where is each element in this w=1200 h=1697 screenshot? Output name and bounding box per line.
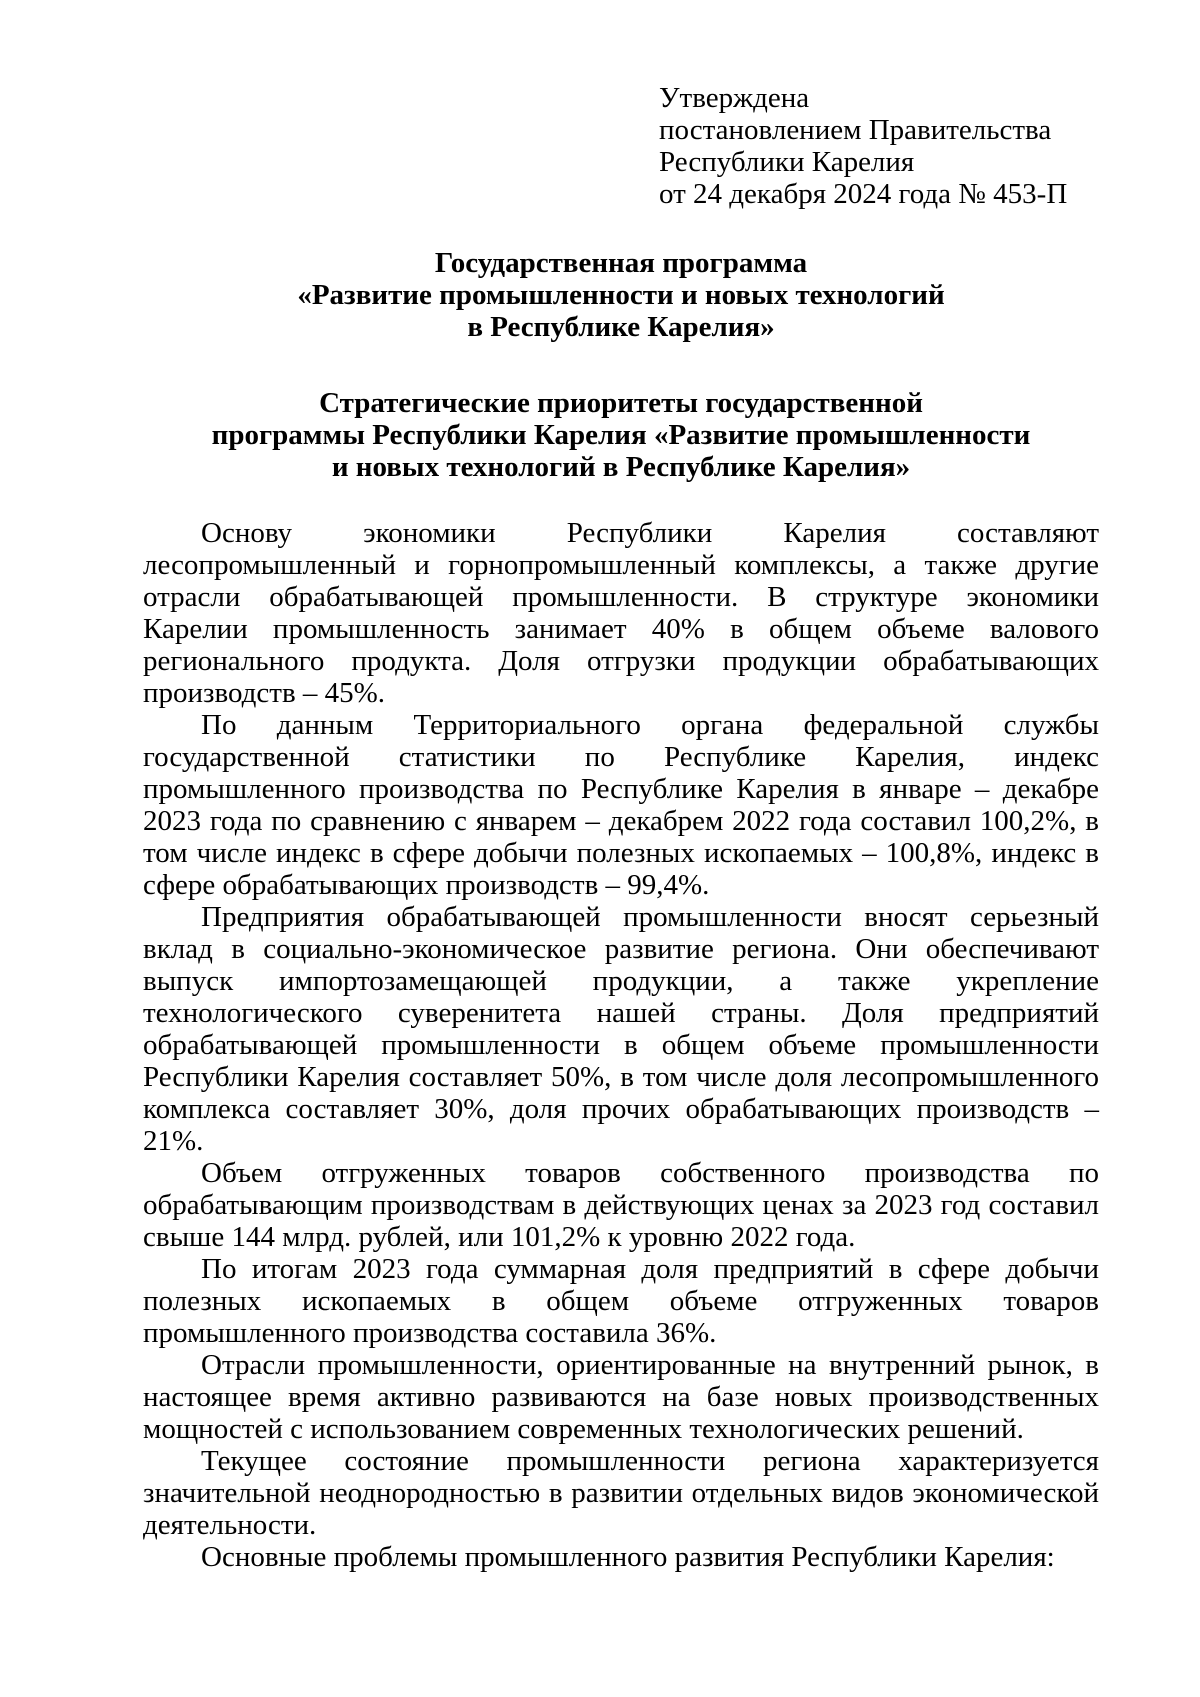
- section-heading: [143, 387, 1099, 483]
- approval-stamp: [659, 82, 1139, 210]
- paragraph: Объем отгруженных товаров собственного производства по обрабатывающим производствам в действующих ценах за 2023 год составил свыше 144 млрд. рублей, или 101,2% к уровню 2022 года.: [143, 1157, 1099, 1253]
- approval-line: постановлением Правительства: [659, 114, 1052, 146]
- program-title: [143, 247, 1099, 343]
- paragraph: Предприятия обрабатывающей промышленности вносят серьезный вклад в социально-экономическое развитие региона. Они обеспечивают выпуск импортозамещающей продукции, а также укрепление технологического суверенитета нашей страны. Доля предприятий обрабатывающей промышленности в общем объеме промышленности Республики Карелия составляет 50%, в том числе доля лесопромышленного комплекса составляет 30%, доля прочих обрабатывающих производств – 21%.: [143, 901, 1099, 1157]
- paragraph: По итогам 2023 года суммарная доля предприятий в сфере добычи полезных ископаемых в общем объеме отгруженных товаров промышленного производства составила 36%.: [143, 1253, 1099, 1349]
- body-text: [143, 517, 1099, 1573]
- approval-line: Утверждена: [659, 82, 810, 114]
- paragraph: По данным Территориального органа федеральной службы государственной статистики по Республике Карелия, индекс промышленного производства по Республике Карелия в январе – декабре 2023 года по сравнению с январем – декабрем 2022 года составил 100,2%, в том числе индекс в сфере добычи полезных ископаемых – 100,8%, индекс в сфере обрабатывающих производств – 99,4%.: [143, 709, 1099, 901]
- paragraph: Текущее состояние промышленности региона характеризуется значительной неоднородностью в развитии отдельных видов экономической деятельности.: [143, 1445, 1099, 1541]
- approval-date-line: от 24 декабря 2024 года № 453-П: [659, 178, 1068, 210]
- approval-line: Республики Карелия: [659, 146, 915, 178]
- program-title-line: в Республике Карелия»: [467, 311, 775, 343]
- section-heading-line: программы Республики Карелия «Развитие промышленности: [211, 419, 1031, 451]
- section-heading-line: и новых технологий в Республике Карелия»: [331, 451, 911, 483]
- paragraph: Основные проблемы промышленного развития Республики Карелия:: [201, 1541, 1055, 1573]
- section-heading-line: Стратегические приоритеты государственной: [319, 387, 923, 419]
- program-title-line: «Развитие промышленности и новых технологий: [297, 279, 945, 311]
- paragraph: Основу экономики Республики Карелия составляют лесопромышленный и горнопромышленный комплексы, а также другие отрасли обрабатывающей промышленности. В структуре экономики Карелии промышленность занимает 40% в общем объеме валового регионального продукта. Доля отгрузки продукции обрабатывающих производств – 45%.: [143, 517, 1099, 709]
- program-title-line: Государственная программа: [434, 247, 808, 279]
- paragraph: Отрасли промышленности, ориентированные на внутренний рынок, в настоящее время активно развиваются на базе новых производственных мощностей с использованием современных технологических решений.: [143, 1349, 1099, 1445]
